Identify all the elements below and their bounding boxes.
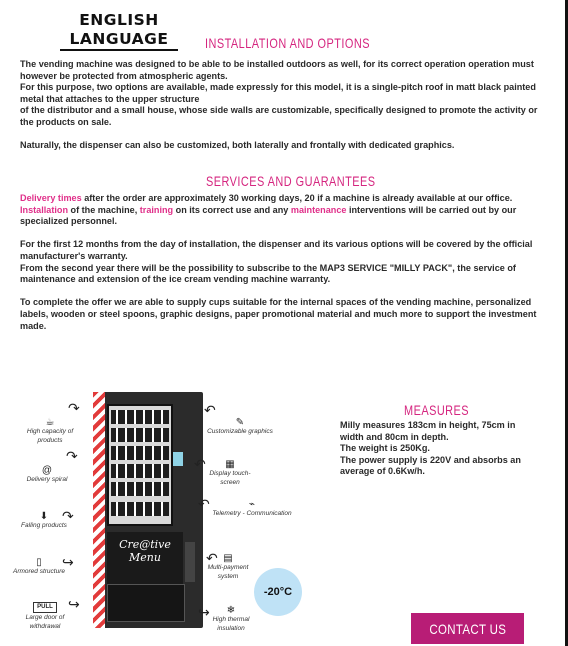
spiral-icon: @: [41, 465, 53, 476]
feature-large-door: PULL Large door of withdrawal: [25, 604, 65, 630]
contact-us-label: CONTACT US: [429, 620, 506, 637]
feature-delivery-spiral: @ Delivery spiral: [22, 466, 72, 484]
payment-icon: ▤: [223, 553, 233, 564]
installation-service-text-3: interventions will be carried out by our specialized personnel.: [20, 204, 517, 227]
feature-telemetry: ⌁ Telemetry - Communication: [204, 500, 300, 518]
feature-multi-payment: ▤ Multi-payment system: [202, 554, 254, 581]
arrow-icon: ↷: [68, 400, 80, 416]
warranty-paragraph-1: For the first 12 months from the day of installation, the dispenser and its various options will be covered by the official manufacturer's warranty.: [20, 239, 533, 261]
installation-paragraph-4: Naturally, the dispenser can also be customized, both laterally and frontally with dedicated graphics.: [20, 140, 455, 151]
pencil-icon: ✎: [235, 417, 245, 428]
warranty-paragraph-2: From the second year there will be the possibility to subscribe to the MAP3 SERVICE "MILLY PACK", the service of maintenance and extension of the ice cream vending machine warranty.: [20, 262, 516, 285]
feature-thermal-insulation: ❄ High thermal insulation: [204, 606, 258, 633]
vending-machine-image: [93, 392, 203, 628]
training-label: training: [139, 204, 174, 215]
arrow-icon: ↪: [62, 554, 74, 570]
installation-service-text-1: of the machine,: [68, 204, 140, 215]
arrow-icon: ↶: [206, 550, 218, 566]
installation-text: [20, 59, 550, 152]
feature-customizable-graphics: ✎ Customizable graphics: [200, 418, 280, 436]
arrow-icon: ↪: [68, 596, 80, 612]
measures-heading: MEASURES: [404, 402, 470, 418]
services-heading: SERVICES AND GUARANTEES: [206, 173, 376, 189]
touchscreen-panel: [173, 452, 183, 466]
measures-line-1: Milly measures 183cm in height, 75cm in width and 80cm in depth.: [340, 420, 516, 442]
installation-paragraph-2: For this purpose, two options are available, made expressly for this model, it is a single-pitch roof in matt black painted metal that attaches to the upper structure: [20, 82, 536, 104]
feature-armored-structure: ▯ Armored structure: [8, 558, 70, 576]
installation-label: Installation: [20, 204, 68, 215]
snowflake-icon: ❄: [226, 605, 236, 616]
falling-product-icon: ⬇: [39, 511, 49, 522]
maintenance-label: maintenance: [290, 204, 347, 215]
armored-door-icon: ▯: [36, 557, 42, 568]
delivery-times-label: Delivery times: [20, 193, 82, 203]
arrow-icon: ↶: [198, 496, 210, 512]
cups-icon: ☕: [45, 417, 55, 428]
language-title-line2: LANGUAGE: [60, 30, 178, 51]
arrow-icon: ↶: [204, 402, 216, 418]
installation-service-text-2: on its correct use and any: [173, 204, 291, 215]
machine-door: [107, 584, 185, 622]
offer-paragraph: To complete the offer we are able to supply cups suitable for the internal spaces of the vending machine, personalized labels, wooden or steel spoons, graphic designs, paper promotional material and much more to support the investment made.: [20, 297, 537, 331]
installation-paragraph-1: The vending machine was designed to be able to be installed outdoors as well, for its correct operation operation must however be protected from atmospheric agents.: [20, 59, 534, 81]
installation-paragraph-3: of the distributor and a small house, whose side walls are customizable, specifically designed to promote the activity or the products on sale.: [20, 105, 538, 127]
arrow-icon: ↷: [62, 508, 74, 524]
arrow-icon: ↷: [66, 448, 78, 464]
feature-falling-products: ⬇ Falling products: [14, 512, 74, 530]
services-text: [20, 193, 550, 332]
language-title-line1: ENGLISH: [79, 11, 159, 29]
machine-logo: Cre@tive Menu: [107, 532, 183, 584]
installation-heading: INSTALLATION AND OPTIONS: [205, 35, 370, 51]
contact-us-button[interactable]: [411, 613, 524, 644]
temperature-badge: -20°C: [254, 568, 302, 616]
wireless-icon: ⌁: [248, 499, 256, 510]
language-title: [60, 11, 178, 51]
arrow-icon: ↶: [194, 456, 206, 472]
measures-line-2: The weight is 250Kg.: [340, 443, 430, 454]
arrow-icon: ↪: [198, 604, 210, 620]
installation-service-paragraph: [20, 205, 550, 228]
feature-display: ▦ Display touch-screen: [200, 460, 260, 487]
pull-door-icon: PULL: [33, 602, 57, 613]
delivery-paragraph: [20, 193, 550, 205]
measures-line-3: The power supply is 220V and absorbs an average of 0.6Kw/h.: [340, 454, 521, 477]
delivery-text: after the order are approximately 30 working days, 20 if a machine is already available at our office.: [81, 193, 513, 203]
feature-high-capacity: ☕ High capacity of products: [20, 418, 80, 445]
measures-text: [340, 420, 525, 478]
keypad-icon: ▦: [225, 459, 235, 470]
